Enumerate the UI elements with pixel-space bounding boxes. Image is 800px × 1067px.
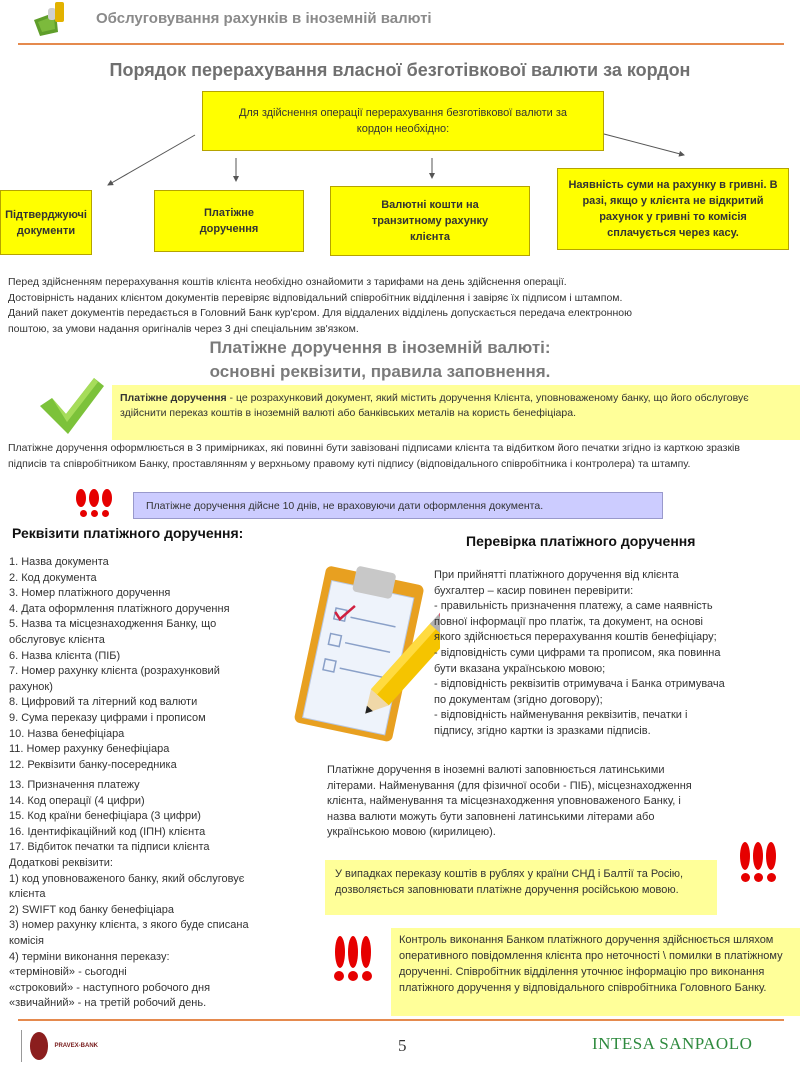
verification-line: бухгалтер – касир повинен перевірити: xyxy=(434,584,634,597)
intesa-sanpaolo-logo: INTESA SANPAOLO xyxy=(592,1034,753,1053)
requisite-item: 10. Назва бенефіціара xyxy=(9,727,125,740)
intro-line: Даний пакет документів передається в Головний Банк кур'єром. Для віддалених відділень допускається передача електронною xyxy=(8,307,632,319)
requisite-item: «звичайний» - на третій робочий день. xyxy=(9,997,207,1010)
latin-line: Платіжне доручення в іноземні валюті заповнюється латинськими xyxy=(327,764,665,776)
definition-term: Платіжне доручення xyxy=(120,392,227,404)
definition-text: - це розрахунковий документ, який містить доручення Клієнта, уповноваженому банку, що його обслуговує здійснити переказ коштів в іноземній валюті або банківських металів на користь бенефіціара. xyxy=(120,392,749,419)
rouble-note: У випадках переказу коштів в рублях у країни СНД і Балтії та Росію, дозволяється заповнювати платіжне доручення російською мовою. xyxy=(325,860,717,915)
arrow-to-documents xyxy=(108,135,195,185)
diagram-box-documents: Підтверджуючі документи xyxy=(0,190,92,255)
diagram-box-uah-balance: Наявність суми на рахунку в гривні. В разі, якщо у клієнта не відкритий рахунок у гривні то комісія сплачується через касу. xyxy=(557,168,789,250)
requisite-item: 15. Код країни бенефіціара (3 цифри) xyxy=(9,810,201,823)
page-title: Порядок перерахування власної безготівкової валюти за кордон xyxy=(109,60,691,80)
pravex-bank-logo xyxy=(21,1030,98,1062)
requisite-item: комісія xyxy=(9,934,44,947)
copies-paragraph: Платіжне доручення оформлюється в 3 примірниках, які повинні бути завізовані підписами клієнта та відбитком його печатки згідно із карткою зразків підписів та співробітником Банку, проставлянням у верхньому правому куті підпису (відповідального співробітника і контролера) та штампу. xyxy=(8,442,740,470)
exclamation-icon xyxy=(334,936,372,981)
requisite-item: 1. Назва документа xyxy=(9,556,109,568)
intro-line: Перед здійсненням перерахування коштів клієнта необхідно ознайомити з тарифами на день здійснення операції. xyxy=(8,276,567,288)
verification-line: - правильність призначення платежу, а саме наявність xyxy=(434,600,713,613)
checkmark-icon xyxy=(38,376,106,436)
verification-line: - відповідність суми цифрами та прописом, яка повинна xyxy=(434,646,721,659)
header-title: Обслуговування рахунків в іноземній валюті xyxy=(96,10,432,27)
requisite-item: 4) терміни виконання переказу: xyxy=(9,950,170,963)
verification-line: підпису, згідно картки із зразками підписів. xyxy=(434,724,651,737)
requisite-item: 5. Назва та місцезнаходження Банку, що xyxy=(9,618,217,631)
requisite-item: 1) код уповноваженого банку, який обслуговує xyxy=(9,872,245,885)
requisite-item: 2) SWIFT код банку бенефіціара xyxy=(9,903,175,916)
requisite-item: 11. Номер рахунку бенефіціара xyxy=(9,743,170,756)
requisite-item: 7. Номер рахунку клієнта (розрахунковий xyxy=(9,665,220,678)
verification-heading: Перевірка платіжного доручення xyxy=(466,533,696,549)
requisite-item: 6. Назва клієнта (ПІБ) xyxy=(9,649,121,662)
diagram-box-payment-order: Платіжне доручення xyxy=(154,190,304,252)
requisite-item: 2. Код документа xyxy=(9,571,97,584)
exclamation-icon xyxy=(740,842,776,882)
requisite-item: «терміновій» - сьогодні xyxy=(9,966,127,979)
requisites-list xyxy=(9,555,230,773)
verification-line: бути вказана українською мовою; xyxy=(434,662,606,675)
definition-note xyxy=(112,385,800,440)
footer-divider xyxy=(18,1019,784,1021)
requisite-item: 4. Дата оформлення платіжного доручення xyxy=(9,602,230,615)
validity-note: Платіжне доручення дійсне 10 днів, не враховуючи дати оформлення документа. xyxy=(133,492,663,519)
diagram-root-box: Для здійснення операції перерахування безготівкової валюти за кордон необхідно: xyxy=(202,91,604,151)
diagram-box-transit-funds: Валютні кошти на транзитному рахунку клієнта xyxy=(330,186,530,256)
subheading-line2: основні реквізити, правила заповнення. xyxy=(209,362,551,381)
pravex-bank-label: PRAVEX-BANK xyxy=(54,1043,98,1049)
requisite-item: 12. Реквізити банку-посередника xyxy=(9,758,177,771)
requisite-item: рахунок) xyxy=(9,680,53,693)
requisite-item: 3. Номер платіжного доручення xyxy=(9,587,171,600)
requisites-heading: Реквізити платіжного доручення: xyxy=(12,525,244,541)
subheading-line1: Платіжне доручення в іноземній валюті: xyxy=(209,338,551,357)
intro-line: поштою, за умови надання оригіналів через 3 дні спеціальним зв'язком. xyxy=(8,322,359,335)
clipboard-pencil-icon xyxy=(290,555,440,745)
verification-line: повної інформації про платіж, та документ, на основі xyxy=(434,615,703,628)
intro-line: Достовірність наданих клієнтом документів перевіряє відповідальний співробітник відділення і завіряє їх підписом і штампом. xyxy=(8,291,623,304)
requisite-item: 9. Сума переказу цифрами і прописом xyxy=(9,711,206,724)
requisites-list-continued xyxy=(9,778,249,1012)
verification-line: по документам (згідно договору); xyxy=(434,693,603,706)
verification-line: якого здійснюється перерахування коштів бенефіціару; xyxy=(434,631,717,644)
requisite-item: 3) номер рахунку клієнта, з якого буде списана xyxy=(9,919,249,932)
verification-line: - відповідність реквізитів отримувача і Банка отримувача xyxy=(434,678,725,691)
requisite-item: «строковий» - наступного робочого дня xyxy=(9,981,211,994)
exclamation-icon xyxy=(76,489,112,517)
latin-line: назва валюти можуть бути заповнені латинськими літерами або xyxy=(327,810,655,823)
requisite-item: клієнта xyxy=(9,888,46,901)
requisite-item: 8. Цифровий та літерний код валюти xyxy=(9,696,198,709)
section-subheading xyxy=(120,336,640,384)
pravex-bank-emblem xyxy=(30,1032,48,1060)
requisite-item: 14. Код операції (4 цифри) xyxy=(9,794,145,807)
requisite-item: 16. Ідентифікаційний код (ІПН) клієнта xyxy=(9,825,206,838)
requisite-item: 13. Призначення платежу xyxy=(9,779,140,791)
latin-line: літерами. Найменування (для фізичної особи - ПІБ), місцезнаходження xyxy=(327,779,692,792)
latin-line: клієнта, найменування та місцезнаходження уповноваженого Банку, і xyxy=(327,795,681,808)
requisite-item: Додаткові реквізити: xyxy=(9,856,113,869)
control-note: Контроль виконання Банком платіжного доручення здійснюється шляхом оперативного повідомлення клієнта про неточності \ помилки в платіжному дорученні. Співробітник відділення уточнює інформацію про виконання платіжного доручення у відповідального співробітника Головного Банку. xyxy=(391,928,800,1016)
verification-line: При прийнятті платіжного доручення від клієнта xyxy=(434,569,679,581)
intro-paragraph xyxy=(8,275,800,337)
latin-paragraph xyxy=(327,763,692,841)
latin-line: українською мовою (кирилицею). xyxy=(327,826,496,839)
verification-line: - відповідність найменування реквізитів, печатки і xyxy=(434,709,688,722)
arrow-to-uah-balance xyxy=(604,134,684,155)
page-number: 5 xyxy=(398,1036,407,1055)
verification-text xyxy=(434,568,725,740)
requisite-item: 17. Відбиток печатки та підписи клієнта xyxy=(9,841,210,854)
requisite-item: обслуговує клієнта xyxy=(9,633,105,646)
